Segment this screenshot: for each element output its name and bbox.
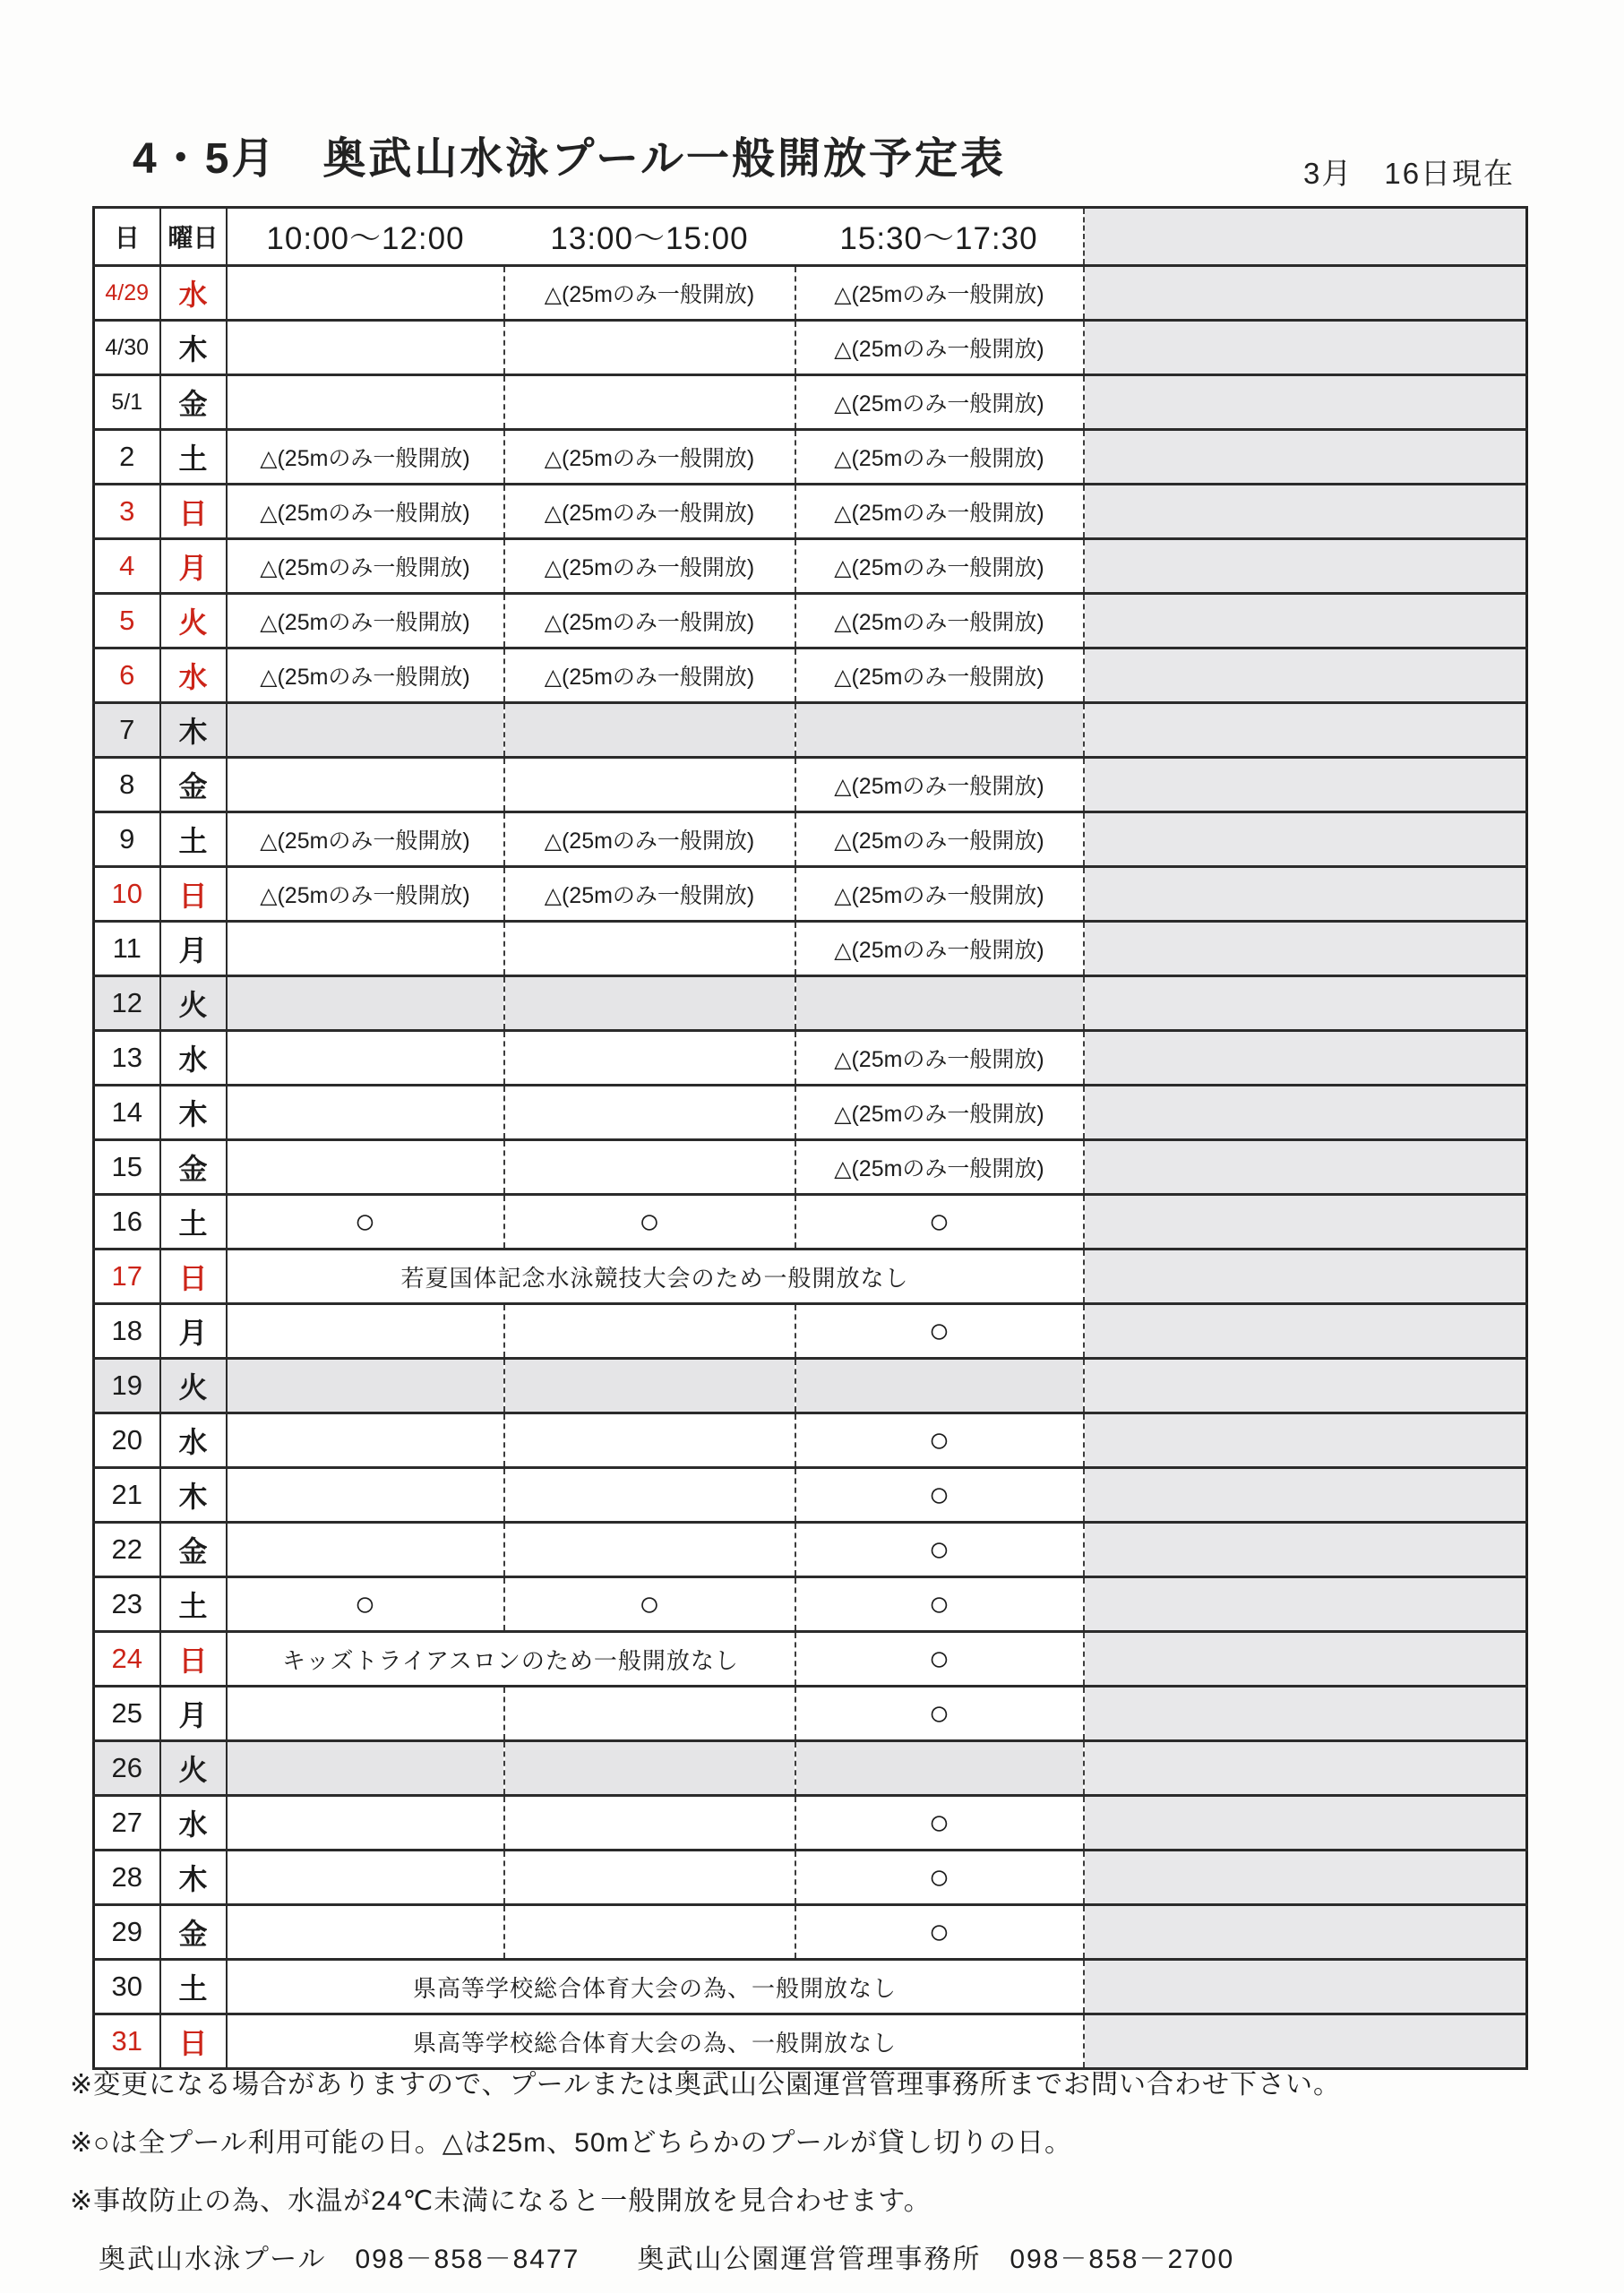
date-cell: 13 — [94, 1031, 160, 1086]
slot-open-25m-cell: △(25mのみ一般開放) — [504, 485, 795, 539]
date-cell: 7 — [94, 703, 160, 758]
slot-open-all-cell: ○ — [795, 1905, 1084, 1960]
slot-open-all-cell: ○ — [795, 1687, 1084, 1741]
gray-margin-cell — [1084, 1741, 1527, 1796]
slot-empty-cell — [227, 321, 504, 375]
date-cell: 29 — [94, 1905, 160, 1960]
header-dow: 曜日 — [160, 208, 227, 266]
table-row — [94, 1905, 1527, 1960]
date-cell: 16 — [94, 1195, 160, 1250]
page-title: 4・5月 奥武山水泳プール一般開放予定表 — [133, 135, 1006, 183]
slot-empty-cell — [227, 1413, 504, 1468]
date-cell: 6 — [94, 648, 160, 703]
slot-open-all-cell: ○ — [795, 1851, 1084, 1905]
slot-open-25m-cell: △(25mのみ一般開放) — [795, 594, 1084, 648]
date-cell: 10 — [94, 867, 160, 922]
table-row — [94, 594, 1527, 648]
slot-empty-cell — [504, 1413, 795, 1468]
slot-open-25m-cell: △(25mのみ一般開放) — [504, 812, 795, 867]
gray-margin-cell — [1084, 867, 1527, 922]
date-cell: 2 — [94, 430, 160, 485]
slot-empty-cell — [504, 922, 795, 976]
slot-open-all-cell: ○ — [227, 1577, 504, 1632]
gray-margin-cell — [1084, 922, 1527, 976]
slot-open-25m-cell: △(25mのみ一般開放) — [504, 867, 795, 922]
slot-empty-cell — [504, 758, 795, 812]
slot-empty-cell — [227, 1796, 504, 1851]
table-row — [94, 539, 1527, 594]
as-of-date: 3月 16日現在 — [1303, 157, 1516, 190]
date-cell: 23 — [94, 1577, 160, 1632]
date-cell: 8 — [94, 758, 160, 812]
table-row — [94, 1250, 1527, 1304]
date-cell: 17 — [94, 1250, 160, 1304]
gray-margin-cell — [1084, 321, 1527, 375]
day-of-week-cell: 土 — [160, 430, 227, 485]
day-of-week-cell: 金 — [160, 1523, 227, 1577]
date-cell: 19 — [94, 1359, 160, 1413]
gray-margin-cell — [1084, 1304, 1527, 1359]
table-row — [94, 1523, 1527, 1577]
slot-empty-cell — [504, 1031, 795, 1086]
slot-empty-cell — [227, 266, 504, 321]
day-of-week-cell: 火 — [160, 594, 227, 648]
table-row — [94, 1796, 1527, 1851]
slot-empty-cell — [227, 1468, 504, 1523]
slot-open-25m-cell: △(25mのみ一般開放) — [795, 1140, 1084, 1195]
slot-empty-cell — [504, 1468, 795, 1523]
slot-empty-cell — [504, 1905, 795, 1960]
slot-open-all-cell: ○ — [504, 1195, 795, 1250]
slot-open-25m-cell: △(25mのみ一般開放) — [227, 594, 504, 648]
date-cell: 30 — [94, 1960, 160, 2014]
date-cell: 5/1 — [94, 375, 160, 430]
slot-open-25m-cell: △(25mのみ一般開放) — [504, 266, 795, 321]
slot-open-25m-cell: △(25mのみ一般開放) — [795, 648, 1084, 703]
header-date: 日 — [94, 208, 160, 266]
date-cell: 4/29 — [94, 266, 160, 321]
day-of-week-cell: 木 — [160, 1468, 227, 1523]
gray-margin-cell — [1084, 1687, 1527, 1741]
slot-open-25m-cell: △(25mのみ一般開放) — [795, 812, 1084, 867]
table-row — [94, 1031, 1527, 1086]
slot-empty-cell — [504, 1359, 795, 1413]
date-cell: 5 — [94, 594, 160, 648]
slot-open-25m-cell: △(25mのみ一般開放) — [227, 430, 504, 485]
date-cell: 28 — [94, 1851, 160, 1905]
day-of-week-cell: 土 — [160, 812, 227, 867]
gray-margin-cell — [1084, 266, 1527, 321]
slot-empty-cell — [227, 1304, 504, 1359]
slot-empty-cell — [227, 1905, 504, 1960]
day-of-week-cell: 土 — [160, 1577, 227, 1632]
date-cell: 4 — [94, 539, 160, 594]
slot-open-25m-cell: △(25mのみ一般開放) — [795, 1031, 1084, 1086]
slot-open-25m-cell: △(25mのみ一般開放) — [504, 594, 795, 648]
slot-event-note-cell: 若夏国体記念水泳競技大会のため一般開放なし — [227, 1250, 1084, 1304]
slot-empty-cell — [227, 976, 504, 1031]
slot-open-25m-cell: △(25mのみ一般開放) — [795, 758, 1084, 812]
slot-empty-cell — [504, 703, 795, 758]
table-row — [94, 1359, 1527, 1413]
slot-empty-cell — [227, 703, 504, 758]
gray-margin-cell — [1084, 1086, 1527, 1140]
slot-empty-cell — [227, 1741, 504, 1796]
table-header — [94, 208, 1527, 266]
table-row — [94, 922, 1527, 976]
slot-open-all-cell: ○ — [795, 1577, 1084, 1632]
slot-open-all-cell: ○ — [504, 1577, 795, 1632]
header-slot-afternoon: 13:00～15:00 — [504, 208, 795, 266]
date-cell: 9 — [94, 812, 160, 867]
table-row — [94, 430, 1527, 485]
slot-open-25m-cell: △(25mのみ一般開放) — [795, 922, 1084, 976]
table-row — [94, 266, 1527, 321]
slot-open-25m-cell: △(25mのみ一般開放) — [504, 539, 795, 594]
slot-empty-cell — [504, 1086, 795, 1140]
table-row — [94, 1851, 1527, 1905]
day-of-week-cell: 月 — [160, 539, 227, 594]
slot-empty-cell — [504, 375, 795, 430]
slot-empty-cell — [227, 1031, 504, 1086]
date-cell: 12 — [94, 976, 160, 1031]
gray-margin-cell — [1084, 485, 1527, 539]
table-row — [94, 1086, 1527, 1140]
date-cell: 11 — [94, 922, 160, 976]
slot-empty-cell — [227, 1523, 504, 1577]
day-of-week-cell: 金 — [160, 1140, 227, 1195]
gray-margin-cell — [1084, 539, 1527, 594]
slot-event-note-cell: キッズトライアスロンのため一般開放なし — [227, 1632, 795, 1687]
table-row — [94, 703, 1527, 758]
header-slot-morning: 10:00～12:00 — [227, 208, 504, 266]
slot-empty-cell — [795, 1741, 1084, 1796]
slot-open-25m-cell: △(25mのみ一般開放) — [795, 266, 1084, 321]
note-symbol-legend: ※○は全プール利用可能の日。△は25m、50mどちらかのプールが貸し切りの日。 — [70, 2128, 1073, 2158]
day-of-week-cell: 木 — [160, 1086, 227, 1140]
day-of-week-cell: 火 — [160, 976, 227, 1031]
gray-margin-cell — [1084, 430, 1527, 485]
day-of-week-cell: 金 — [160, 1905, 227, 1960]
table-row — [94, 867, 1527, 922]
gray-margin-cell — [1084, 1796, 1527, 1851]
slot-open-all-cell: ○ — [795, 1468, 1084, 1523]
day-of-week-cell: 火 — [160, 1359, 227, 1413]
table-row — [94, 1577, 1527, 1632]
date-cell: 4/30 — [94, 321, 160, 375]
slot-open-25m-cell: △(25mのみ一般開放) — [795, 430, 1084, 485]
slot-empty-cell — [227, 922, 504, 976]
gray-margin-cell — [1084, 1577, 1527, 1632]
table-row — [94, 758, 1527, 812]
table-row — [94, 976, 1527, 1031]
slot-empty-cell — [504, 1741, 795, 1796]
slot-empty-cell — [227, 1851, 504, 1905]
gray-margin-cell — [1084, 1632, 1527, 1687]
slot-open-25m-cell: △(25mのみ一般開放) — [504, 648, 795, 703]
gray-margin-cell — [1084, 1468, 1527, 1523]
footer-notes — [70, 2062, 1593, 2276]
day-of-week-cell: 日 — [160, 2014, 227, 2069]
slot-empty-cell — [227, 1140, 504, 1195]
date-cell: 22 — [94, 1523, 160, 1577]
header-row — [94, 208, 1527, 266]
gray-margin-cell — [1084, 1960, 1527, 2014]
gray-margin-cell — [1084, 2014, 1527, 2069]
slot-open-25m-cell: △(25mのみ一般開放) — [504, 430, 795, 485]
gray-margin-cell — [1084, 1359, 1527, 1413]
day-of-week-cell: 火 — [160, 1741, 227, 1796]
slot-open-25m-cell: △(25mのみ一般開放) — [795, 1086, 1084, 1140]
slot-open-all-cell: ○ — [795, 1632, 1084, 1687]
table-row — [94, 1413, 1527, 1468]
slot-open-all-cell: ○ — [227, 1195, 504, 1250]
date-cell: 25 — [94, 1687, 160, 1741]
table-row — [94, 1304, 1527, 1359]
slot-empty-cell — [504, 1140, 795, 1195]
slot-empty-cell — [227, 1086, 504, 1140]
gray-margin-cell — [1084, 1851, 1527, 1905]
slot-empty-cell — [504, 1304, 795, 1359]
gray-margin-cell — [1084, 1905, 1527, 1960]
date-cell: 14 — [94, 1086, 160, 1140]
slot-empty-cell — [504, 1687, 795, 1741]
day-of-week-cell: 日 — [160, 867, 227, 922]
slot-empty-cell — [504, 1523, 795, 1577]
table-row — [94, 648, 1527, 703]
contact-phone-numbers: 奥武山水泳プール 098－858－8477 奥武山公園運営管理事務所 098－858－2700 — [99, 2245, 1235, 2274]
gray-margin-cell — [1084, 1140, 1527, 1195]
header-slot-evening: 15:30～17:30 — [795, 208, 1084, 266]
slot-empty-cell — [504, 976, 795, 1031]
day-of-week-cell: 水 — [160, 1796, 227, 1851]
date-cell: 18 — [94, 1304, 160, 1359]
slot-empty-cell — [227, 375, 504, 430]
slot-open-25m-cell: △(25mのみ一般開放) — [227, 812, 504, 867]
gray-margin-cell — [1084, 1195, 1527, 1250]
slot-open-25m-cell: △(25mのみ一般開放) — [227, 867, 504, 922]
day-of-week-cell: 月 — [160, 1304, 227, 1359]
slot-open-25m-cell: △(25mのみ一般開放) — [795, 375, 1084, 430]
date-cell: 15 — [94, 1140, 160, 1195]
table-row — [94, 1687, 1527, 1741]
gray-margin-cell — [1084, 648, 1527, 703]
table-row — [94, 1741, 1527, 1796]
schedule-body — [94, 266, 1527, 2069]
slot-empty-cell — [227, 1687, 504, 1741]
day-of-week-cell: 水 — [160, 1031, 227, 1086]
slot-open-25m-cell: △(25mのみ一般開放) — [227, 539, 504, 594]
date-cell: 24 — [94, 1632, 160, 1687]
slot-empty-cell — [504, 321, 795, 375]
slot-empty-cell — [795, 1359, 1084, 1413]
table-row — [94, 1195, 1527, 1250]
day-of-week-cell: 木 — [160, 703, 227, 758]
note-contact-change: ※変更になる場合がありますので、プールまたは奥武山公園運営管理事務所までお問い合わせ下さい。 — [70, 2070, 1342, 2100]
gray-margin-cell — [1084, 1250, 1527, 1304]
slot-open-all-cell: ○ — [795, 1195, 1084, 1250]
slot-open-all-cell: ○ — [795, 1413, 1084, 1468]
table-row — [94, 375, 1527, 430]
gray-margin-cell — [1084, 758, 1527, 812]
day-of-week-cell: 金 — [160, 375, 227, 430]
table-row — [94, 1960, 1527, 2014]
day-of-week-cell: 月 — [160, 922, 227, 976]
day-of-week-cell: 日 — [160, 1632, 227, 1687]
table-row — [94, 485, 1527, 539]
day-of-week-cell: 水 — [160, 1413, 227, 1468]
slot-empty-cell — [504, 1851, 795, 1905]
slot-open-25m-cell: △(25mのみ一般開放) — [795, 867, 1084, 922]
date-cell: 26 — [94, 1741, 160, 1796]
day-of-week-cell: 土 — [160, 1195, 227, 1250]
gray-margin-cell — [1084, 375, 1527, 430]
table-row — [94, 2014, 1527, 2069]
slot-empty-cell — [227, 758, 504, 812]
day-of-week-cell: 木 — [160, 321, 227, 375]
note-water-temperature: ※事故防止の為、水温が24℃未満になると一般開放を見合わせます。 — [70, 2186, 932, 2216]
slot-empty-cell — [795, 976, 1084, 1031]
gray-margin-cell — [1084, 703, 1527, 758]
gray-margin-cell — [1084, 1413, 1527, 1468]
day-of-week-cell: 金 — [160, 758, 227, 812]
slot-event-note-cell: 県高等学校総合体育大会の為、一般開放なし — [227, 1960, 1084, 2014]
slot-open-25m-cell: △(25mのみ一般開放) — [227, 648, 504, 703]
day-of-week-cell: 月 — [160, 1687, 227, 1741]
day-of-week-cell: 木 — [160, 1851, 227, 1905]
day-of-week-cell: 土 — [160, 1960, 227, 2014]
gray-margin-cell — [1084, 976, 1527, 1031]
slot-open-25m-cell: △(25mのみ一般開放) — [795, 321, 1084, 375]
day-of-week-cell: 日 — [160, 1250, 227, 1304]
gray-margin-cell — [1084, 1031, 1527, 1086]
schedule-table — [92, 206, 1528, 2070]
table-row — [94, 321, 1527, 375]
date-cell: 27 — [94, 1796, 160, 1851]
slot-open-all-cell: ○ — [795, 1523, 1084, 1577]
slot-open-25m-cell: △(25mのみ一般開放) — [227, 485, 504, 539]
slot-open-all-cell: ○ — [795, 1304, 1084, 1359]
slot-empty-cell — [227, 1359, 504, 1413]
day-of-week-cell: 日 — [160, 485, 227, 539]
date-cell: 31 — [94, 2014, 160, 2069]
gray-margin-cell — [1084, 1523, 1527, 1577]
day-of-week-cell: 水 — [160, 266, 227, 321]
header-gray-column — [1084, 208, 1527, 266]
table-row — [94, 1468, 1527, 1523]
table-row — [94, 1632, 1527, 1687]
slot-open-25m-cell: △(25mのみ一般開放) — [795, 485, 1084, 539]
slot-empty-cell — [504, 1796, 795, 1851]
slot-open-25m-cell: △(25mのみ一般開放) — [795, 539, 1084, 594]
slot-open-all-cell: ○ — [795, 1796, 1084, 1851]
gray-margin-cell — [1084, 594, 1527, 648]
table-row — [94, 812, 1527, 867]
day-of-week-cell: 水 — [160, 648, 227, 703]
date-cell: 20 — [94, 1413, 160, 1468]
table-row — [94, 1140, 1527, 1195]
gray-margin-cell — [1084, 812, 1527, 867]
date-cell: 21 — [94, 1468, 160, 1523]
slot-event-note-cell: 県高等学校総合体育大会の為、一般開放なし — [227, 2014, 1084, 2069]
date-cell: 3 — [94, 485, 160, 539]
slot-empty-cell — [795, 703, 1084, 758]
